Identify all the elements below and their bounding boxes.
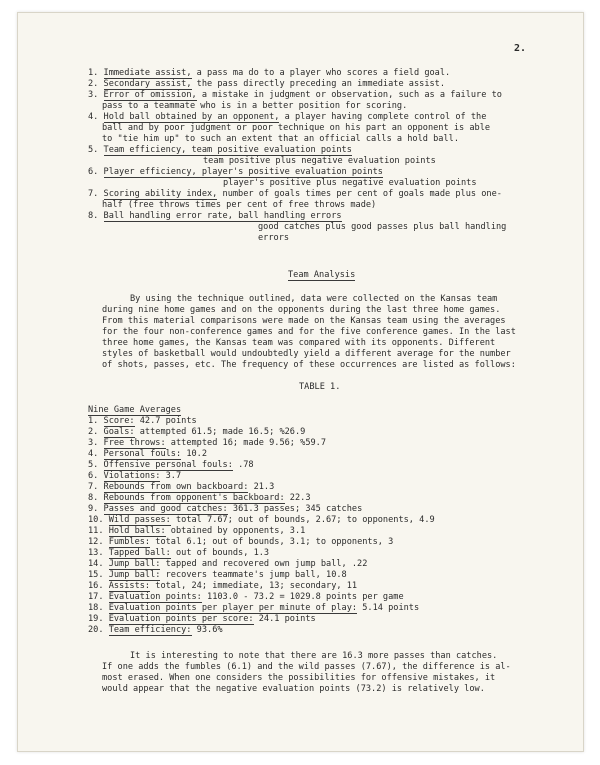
table-row xyxy=(88,603,419,613)
table-row-number: 14. xyxy=(88,559,109,569)
table-row-label: Assists: xyxy=(108,581,151,591)
table-row xyxy=(88,449,207,459)
paragraph-line: would appear that the negative evaluation points (73.2) is relatively low. xyxy=(102,684,485,694)
definition-line xyxy=(88,167,383,177)
table-row xyxy=(88,537,393,547)
definition-line xyxy=(203,156,436,166)
table-row-value: 24.1 points xyxy=(253,614,316,624)
paragraph-line: three home games, the Kansas team was compared with its opponents. Different xyxy=(102,338,496,348)
paragraph-line: It is interesting to note that there are 16.3 more passes than catches. xyxy=(130,651,498,661)
table-row-label: Tapped ball: xyxy=(108,548,171,558)
table-row-number: 19. xyxy=(88,614,109,624)
table-row-number: 6. xyxy=(88,471,104,481)
table-row-value: attempted 16; made 9.56; %59.7 xyxy=(165,438,327,448)
table-row-number: 3. xyxy=(88,438,104,448)
table-row-value: 21.3 xyxy=(248,482,275,492)
definition-line xyxy=(88,112,486,122)
table-row-label: Fumbles: xyxy=(108,537,151,547)
definition-text: player's positive plus negative evaluation points xyxy=(223,178,477,188)
table-row xyxy=(88,559,367,569)
definition-line xyxy=(102,101,407,111)
table-row-value: total 7.67; out of bounds, 2.67; to opponents, 4.9 xyxy=(170,515,435,525)
table-row-number: 17. xyxy=(88,592,109,602)
definition-term: Error of omission, xyxy=(103,90,197,100)
definition-term: Hold ball obtained by an opponent, xyxy=(103,112,280,122)
table-row-number: 12. xyxy=(88,537,109,547)
table-row xyxy=(88,504,362,514)
definition-term: Player efficiency, xyxy=(103,167,197,177)
table-row-label: Jump ball: xyxy=(108,559,161,569)
table-row-value: total, 24; immediate, 13; secondary, 11 xyxy=(150,581,358,591)
table-row-value: tapped and recovered own jump ball, .22 xyxy=(160,559,368,569)
definition-text: team positive plus negative evaluation points xyxy=(203,156,436,166)
definition-text: a mistake in judgment or observation, such as a failure to xyxy=(196,90,502,100)
table-row-label: Passes and good catches: xyxy=(103,504,228,514)
definition-line xyxy=(102,200,376,210)
table-row-value: attempted 61.5; made 16.5; %26.9 xyxy=(134,427,306,437)
table-row xyxy=(88,493,311,503)
definition-text: errors xyxy=(258,233,290,243)
definition-line xyxy=(102,123,490,133)
definition-term: Secondary assist, xyxy=(103,79,192,89)
table-row-value: 10.2 xyxy=(181,449,208,459)
definition-text: player's positive evaluation points xyxy=(196,167,383,177)
table-row-number: 2. xyxy=(88,427,104,437)
definition-text: a player having complete control of the xyxy=(279,112,487,122)
table-row xyxy=(88,592,404,602)
definition-term: Immediate assist, xyxy=(103,68,192,78)
table-row xyxy=(88,427,305,437)
paragraph-line: If one adds the fumbles (6.1) and the wild passes (7.67), the difference is al- xyxy=(102,662,511,672)
definition-line xyxy=(258,233,289,243)
definition-line xyxy=(88,68,450,78)
definition-number: 5. xyxy=(88,145,104,155)
table-row-label: Offensive personal fouls: xyxy=(103,460,233,470)
table-row-label: Evaluation points: xyxy=(108,592,202,602)
table-row-number: 16. xyxy=(88,581,109,591)
table-row-label: Score: xyxy=(103,416,135,426)
table-row-label: Evaluation points per score: xyxy=(108,614,254,624)
definition-text: a pass ma do to a player who scores a field goal. xyxy=(191,68,451,78)
paragraph-line: By using the technique outlined, data were collected on the Kansas team xyxy=(130,294,498,304)
definition-text: pass to a teammate who is in a better position for scoring. xyxy=(102,101,408,111)
table-row-number: 5. xyxy=(88,460,104,470)
table-row xyxy=(88,526,305,536)
table-row-value: recovers teammate's jump ball, 10.8 xyxy=(160,570,347,580)
table-row-label: Violations: xyxy=(103,471,161,481)
table-row-number: 8. xyxy=(88,493,104,503)
definition-number: 7. xyxy=(88,189,104,199)
table-row xyxy=(88,416,197,426)
table-row-value: 5.14 points xyxy=(357,603,420,613)
definition-term: Scoring ability index, xyxy=(103,189,218,199)
definition-number: 4. xyxy=(88,112,104,122)
table-row xyxy=(88,570,347,580)
table-row-number: 4. xyxy=(88,449,104,459)
definition-text: half (free throws times per cent of free throws made) xyxy=(102,200,377,210)
definition-text: number of goals times per cent of goals made plus one- xyxy=(217,189,502,199)
table-row xyxy=(88,625,223,635)
table-row-number: 9. xyxy=(88,504,104,514)
definition-line xyxy=(88,90,502,100)
table-row-label: Hold balls: xyxy=(108,526,166,536)
paragraph-line: for the four non-conference games and for the five conference games. In the last xyxy=(102,327,516,337)
definition-line xyxy=(258,222,506,232)
definition-line xyxy=(88,211,342,221)
definition-number: 2. xyxy=(88,79,104,89)
definition-text: ball and by poor judgment or poor technique on his part an opponent is able xyxy=(102,123,491,133)
definition-text: ball handling errors xyxy=(232,211,342,221)
table-row-number: 11. xyxy=(88,526,109,536)
table-row-label: Wild passes: xyxy=(108,515,171,525)
table-row xyxy=(88,438,326,448)
definition-text: good catches plus good passes plus ball handling xyxy=(258,222,507,232)
definition-line xyxy=(88,79,445,89)
definition-line xyxy=(102,134,459,144)
table-row-label: Evaluation points per player per minute of play: xyxy=(108,603,358,613)
table-row-number: 18. xyxy=(88,603,109,613)
document-page xyxy=(17,12,584,752)
definition-term: Ball handling error rate, xyxy=(103,211,233,221)
definition-term: Team efficiency, xyxy=(103,145,187,155)
definition-text: team positive evaluation points xyxy=(186,145,352,155)
definition-number: 6. xyxy=(88,167,104,177)
table-row-value: 361.3 passes; 345 catches xyxy=(227,504,363,514)
table-row-number: 15. xyxy=(88,570,109,580)
table-row-number: 20. xyxy=(88,625,109,635)
table-row-value: out of bounds, 1.3 xyxy=(170,548,270,558)
table-row-number: 1. xyxy=(88,416,104,426)
table-row-value: .78 xyxy=(232,460,254,470)
paragraph-line: during nine home games and on the opponents during the last three home games. xyxy=(102,305,501,315)
table-row-label: Team efficiency: xyxy=(108,625,192,635)
definition-text: to "tie him up" to such an extent that an official calls a hold ball. xyxy=(102,134,459,144)
table-row-value: obtained by opponents, 3.1 xyxy=(165,526,306,536)
table-row xyxy=(88,614,316,624)
definition-line xyxy=(88,145,352,155)
page-number: 2. xyxy=(514,43,527,54)
table-row-number: 13. xyxy=(88,548,109,558)
table-row-value: total 6.1; out of bounds, 3.1; to opponents, 3 xyxy=(150,537,394,547)
definition-line xyxy=(88,189,502,199)
section-heading: Team Analysis xyxy=(288,270,356,280)
paragraph-line: of shots, passes, etc. The frequency of these occurrences are listed as follows: xyxy=(102,360,516,370)
table-row-label: Goals: xyxy=(103,427,135,437)
definition-number: 3. xyxy=(88,90,104,100)
table-row-label: Rebounds from own backboard: xyxy=(103,482,249,492)
table-row-value: 22.3 xyxy=(284,493,311,503)
table-row xyxy=(88,581,357,591)
table-subtitle: Nine Game Averages xyxy=(88,405,182,415)
table-row xyxy=(88,482,274,492)
paragraph-line: most erased. When one considers the possibilities for offensive mistakes, it xyxy=(102,673,496,683)
table-row-value: 3.7 xyxy=(160,471,182,481)
definition-line xyxy=(223,178,477,188)
table-row-value: 42.7 points xyxy=(134,416,197,426)
table-row xyxy=(88,460,254,470)
table-row-label: Personal fouls: xyxy=(103,449,182,459)
table-row-number: 10. xyxy=(88,515,109,525)
table-row-value: 93.6% xyxy=(191,625,223,635)
definition-text: the pass directly preceding an immediate assist. xyxy=(191,79,446,89)
table-row xyxy=(88,515,435,525)
definition-number: 1. xyxy=(88,68,104,78)
table-row-label: Rebounds from opponent's backboard: xyxy=(103,493,285,503)
table-row-label: Jump ball: xyxy=(108,570,161,580)
definition-number: 8. xyxy=(88,211,104,221)
table-row-value: 1103.0 - 73.2 = 1029.8 points per game xyxy=(201,592,404,602)
table-row-number: 7. xyxy=(88,482,104,492)
table-row xyxy=(88,471,181,481)
table-title: TABLE 1. xyxy=(299,382,341,392)
table-row-label: Free throws: xyxy=(103,438,166,448)
paragraph-line: styles of basketball would undoubtedly yield a different average for the number xyxy=(102,349,511,359)
table-row xyxy=(88,548,269,558)
paragraph-line: From this material comparisons were made on the Kansas team using the averages xyxy=(102,316,506,326)
